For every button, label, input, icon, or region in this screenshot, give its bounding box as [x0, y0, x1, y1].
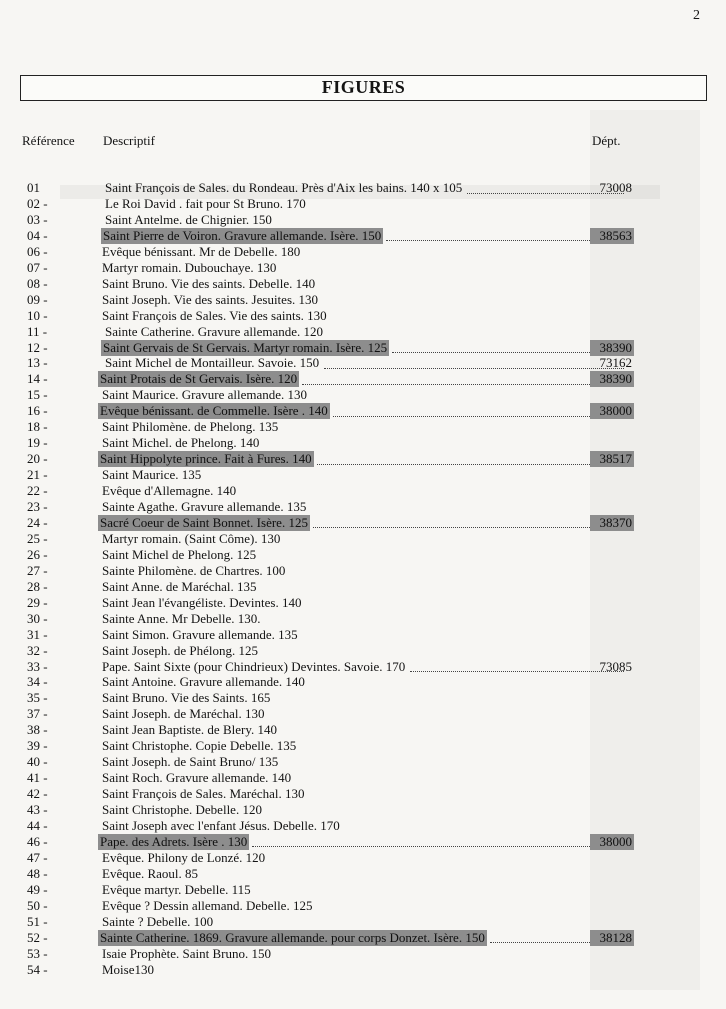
list-item — [0, 292, 726, 308]
department-code: 38128 — [590, 930, 634, 946]
figure-reference: 38 - — [27, 722, 48, 738]
list-item — [0, 212, 726, 228]
list-item — [0, 930, 726, 946]
figure-description: Saint Simon. Gravure allemande. 135 — [102, 626, 298, 642]
list-item — [0, 228, 726, 244]
description-cell — [100, 754, 626, 770]
figure-reference: 07 - — [27, 259, 48, 275]
list-item — [0, 674, 726, 690]
description-cell — [100, 611, 626, 627]
description-cell — [100, 260, 626, 276]
figure-description: Saint Joseph. Vie des saints. Jesuites. 130 — [102, 291, 318, 307]
figure-description: Saint Christophe. Copie Debelle. 135 — [102, 738, 297, 754]
description-cell — [103, 212, 626, 228]
dot-leader — [317, 454, 624, 465]
figure-reference: 52 - — [27, 929, 48, 945]
description-cell — [100, 770, 626, 786]
figure-reference: 19 - — [27, 435, 48, 451]
department-code: 38000 — [590, 834, 634, 850]
figure-reference: 11 - — [27, 323, 48, 339]
list-item — [0, 754, 726, 770]
description-cell — [98, 451, 626, 467]
title-box — [20, 75, 707, 101]
list-item — [0, 244, 726, 260]
description-cell — [100, 882, 626, 898]
figure-description: Saint Philomène. de Phelong. 135 — [102, 419, 279, 435]
list-item — [0, 690, 726, 706]
description-cell — [100, 659, 626, 675]
list-item — [0, 850, 726, 866]
list-item — [0, 531, 726, 547]
figure-description: Saint Joseph. de Phélong. 125 — [102, 642, 258, 658]
figure-description: Saint Hippolyte prince. Fait à Fures. 140 — [100, 451, 312, 467]
list-item — [0, 786, 726, 802]
list-item — [0, 706, 726, 722]
description-cell — [100, 850, 626, 866]
figure-reference: 48 - — [27, 865, 48, 881]
department-code: 38000 — [590, 403, 634, 419]
description-cell — [100, 244, 626, 260]
figure-description: Evêque ? Dessin allemand. Debelle. 125 — [102, 897, 313, 913]
figure-description: Pape. des Adrets. Isère . 130 — [100, 833, 248, 849]
description-cell — [98, 930, 626, 946]
figure-description: Isaie Prophète. Saint Bruno. 150 — [102, 945, 271, 961]
list-item — [0, 818, 726, 834]
description-cell — [100, 483, 626, 499]
figure-description: Saint Pierre de Voiron. Gravure allemande. Isère. 150 — [103, 227, 382, 243]
list-item — [0, 802, 726, 818]
figure-reference: 53 - — [27, 945, 48, 961]
description-cell — [100, 738, 626, 754]
figure-description: Saint Michel de Montailleur. Savoie. 150 — [105, 355, 320, 371]
description-cell — [100, 595, 626, 611]
department-code: 73085 — [599, 658, 632, 674]
figure-description: Martyr romain. (Saint Côme). 130 — [102, 530, 281, 546]
dot-leader — [252, 836, 624, 847]
description-cell — [100, 962, 626, 978]
description-cell — [100, 946, 626, 962]
figure-reference: 25 - — [27, 530, 48, 546]
figure-description: Saint Michel. de Phelong. 140 — [102, 435, 260, 451]
list-item — [0, 659, 726, 675]
list-item — [0, 834, 726, 850]
dot-leader — [386, 230, 624, 241]
dot-leader — [333, 406, 624, 417]
figure-reference: 03 - — [27, 211, 48, 227]
list-item — [0, 196, 726, 212]
list-item — [0, 419, 726, 435]
description-cell — [100, 563, 626, 579]
description-cell — [103, 180, 626, 196]
description-cell — [100, 276, 626, 292]
figure-reference: 50 - — [27, 897, 48, 913]
dot-leader — [313, 517, 624, 528]
figure-reference: 22 - — [27, 483, 48, 499]
description-cell — [103, 196, 626, 212]
department-code: 73008 — [599, 180, 632, 195]
list-item — [0, 770, 726, 786]
description-cell — [100, 690, 626, 706]
list-item — [0, 547, 726, 563]
figure-reference: 02 - — [27, 195, 48, 211]
figure-description: Le Roi David . fait pour St Bruno. 170 — [105, 195, 306, 211]
figure-reference: 30 - — [27, 610, 48, 626]
list-item — [0, 962, 726, 978]
list-item — [0, 260, 726, 276]
figure-reference: 06 - — [27, 243, 48, 259]
figure-reference: 21 - — [27, 467, 48, 483]
figure-reference: 09 - — [27, 291, 48, 307]
figure-reference: 54 - — [27, 961, 48, 977]
header-description: Descriptif — [103, 133, 155, 148]
department-code: 38370 — [590, 515, 634, 531]
figure-description: Evêque d'Allemagne. 140 — [102, 483, 237, 499]
figure-description: Sainte Agathe. Gravure allemande. 135 — [102, 499, 307, 514]
figure-description: Pape. Saint Sixte (pour Chindrieux) Devintes. Savoie. 170 — [102, 658, 406, 674]
figure-description: Saint Bruno. Vie des Saints. 165 — [102, 690, 271, 706]
figure-reference: 12 - — [27, 339, 48, 355]
figure-description: Saint Maurice. 135 — [102, 467, 202, 483]
description-cell — [100, 898, 626, 914]
figure-reference: 26 - — [27, 546, 48, 562]
figure-reference: 27 - — [27, 562, 48, 578]
list-item — [0, 738, 726, 754]
figure-description: Sainte Catherine. Gravure allemande. 120 — [105, 323, 324, 339]
figure-description: Sainte ? Debelle. 100 — [102, 913, 214, 929]
description-cell — [98, 834, 626, 850]
figure-reference: 42 - — [27, 786, 48, 802]
figure-description: Evêque. Raoul. 85 — [102, 865, 199, 881]
department-code: 38517 — [590, 451, 634, 467]
figure-reference: 28 - — [27, 578, 48, 594]
figure-reference: 18 - — [27, 419, 48, 435]
description-cell — [103, 324, 626, 340]
figure-description: Saint Antoine. Gravure allemande. 140 — [102, 674, 305, 690]
description-cell — [100, 435, 626, 451]
description-cell — [100, 914, 626, 930]
description-cell — [100, 722, 626, 738]
department-code: 38563 — [590, 228, 634, 244]
figure-reference: 47 - — [27, 849, 48, 865]
figure-reference: 08 - — [27, 275, 48, 291]
description-cell — [100, 531, 626, 547]
list-item — [0, 276, 726, 292]
list-item — [0, 340, 726, 356]
description-cell — [100, 786, 626, 802]
description-cell — [100, 419, 626, 435]
figure-reference: 24 - — [27, 514, 48, 530]
figure-reference: 40 - — [27, 754, 48, 770]
page-number: 2 — [693, 8, 700, 23]
department-code: 73162 — [599, 355, 632, 371]
figure-reference: 13 - — [27, 355, 48, 371]
department-code: 38390 — [590, 371, 634, 387]
list-item — [0, 451, 726, 467]
figure-description: Sacré Coeur de Saint Bonnet. Isère. 125 — [100, 514, 308, 530]
list-item — [0, 515, 726, 531]
figure-reference: 33 - — [27, 658, 48, 674]
page-title: FIGURES — [321, 77, 406, 97]
figure-reference: 39 - — [27, 738, 48, 754]
description-cell — [101, 340, 626, 356]
description-cell — [100, 643, 626, 659]
figure-reference: 31 - — [27, 626, 48, 642]
list-item — [0, 595, 726, 611]
department-code: 38390 — [590, 340, 634, 356]
description-cell — [100, 547, 626, 563]
figure-description: Evêque. Philony de Lonzé. 120 — [102, 849, 266, 865]
figure-reference: 15 - — [27, 387, 48, 403]
figure-reference: 10 - — [27, 307, 48, 323]
figure-reference: 51 - — [27, 913, 48, 929]
figure-description: Saint Joseph. de Maréchal. 130 — [102, 706, 265, 722]
list-item — [0, 467, 726, 483]
figure-description: Saint Jean l'évangéliste. Devintes. 140 — [102, 594, 302, 610]
list-item — [0, 914, 726, 930]
list-item — [0, 355, 726, 371]
list-item — [0, 866, 726, 882]
figure-reference: 37 - — [27, 706, 48, 722]
list-item — [0, 563, 726, 579]
description-cell — [100, 467, 626, 483]
figure-description: Saint Christophe. Debelle. 120 — [102, 802, 262, 818]
description-cell — [98, 515, 626, 531]
list-item — [0, 882, 726, 898]
description-cell — [98, 371, 626, 387]
list-item — [0, 579, 726, 595]
figure-reference: 44 - — [27, 818, 48, 833]
figure-description: Saint François de Sales. du Rondeau. Près d'Aix les bains. 140 x 105 — [105, 180, 463, 195]
figure-description: Saint François de Sales. Maréchal. 130 — [102, 786, 305, 802]
list-item — [0, 643, 726, 659]
figure-description: Saint Michel de Phelong. 125 — [102, 546, 257, 562]
figure-reference: 43 - — [27, 802, 48, 818]
list-item — [0, 403, 726, 419]
list-item — [0, 180, 726, 196]
figure-description: Saint Maurice. Gravure allemande. 130 — [102, 387, 308, 403]
figure-description: Saint Gervais de St Gervais. Martyr romain. Isère. 125 — [103, 339, 388, 355]
description-cell — [100, 627, 626, 643]
figure-reference: 04 - — [27, 227, 48, 243]
dot-leader — [302, 374, 624, 385]
figure-description: Saint Jean Baptiste. de Blery. 140 — [102, 722, 277, 738]
figure-reference: 32 - — [27, 642, 48, 658]
figure-reference: 41 - — [27, 770, 48, 786]
description-cell — [100, 499, 626, 515]
description-cell — [100, 387, 626, 403]
list-item — [0, 324, 726, 340]
list-item — [0, 611, 726, 627]
figure-description: Saint Roch. Gravure allemande. 140 — [102, 770, 292, 786]
description-cell — [100, 802, 626, 818]
list-item — [0, 308, 726, 324]
list-item — [0, 387, 726, 403]
list-item — [0, 627, 726, 643]
figure-reference: 23 - — [27, 499, 48, 514]
description-cell — [100, 706, 626, 722]
figure-reference: 34 - — [27, 674, 48, 690]
list-item — [0, 371, 726, 387]
dot-leader — [324, 358, 624, 369]
description-cell — [103, 355, 626, 371]
figure-reference: 29 - — [27, 594, 48, 610]
figure-reference: 46 - — [27, 833, 48, 849]
figure-reference: 49 - — [27, 881, 48, 897]
description-cell — [100, 818, 626, 834]
figure-description: Moise130 — [102, 961, 154, 977]
figure-description: Evêque bénissant. Mr de Debelle. 180 — [102, 243, 301, 259]
figure-description: Saint Joseph avec l'enfant Jésus. Debelle. 170 — [102, 818, 340, 833]
header-dept: Dépt. — [592, 133, 621, 148]
figure-description: Saint François de Sales. Vie des saints. 130 — [102, 307, 327, 323]
figure-reference: 35 - — [27, 690, 48, 706]
list-item — [0, 499, 726, 515]
figure-description: Evêque martyr. Debelle. 115 — [102, 881, 251, 897]
list-item — [0, 483, 726, 499]
figure-description: Sainte Catherine. 1869. Gravure allemande. pour corps Donzet. Isère. 150 — [100, 929, 485, 945]
description-cell — [100, 866, 626, 882]
figure-description: Sainte Philomène. de Chartres. 100 — [102, 562, 286, 578]
description-cell — [100, 579, 626, 595]
figure-description: Martyr romain. Dubouchaye. 130 — [102, 259, 277, 275]
description-cell — [100, 308, 626, 324]
list-item — [0, 898, 726, 914]
figure-reference: 20 - — [27, 451, 48, 467]
description-cell — [101, 228, 626, 244]
figure-description: Saint Protais de St Gervais. Isère. 120 — [100, 371, 298, 387]
figure-description: Evêque bénissant. de Commelle. Isère . 140 — [100, 403, 328, 419]
figure-reference: 16 - — [27, 403, 48, 419]
figure-description: Saint Antelme. de Chignier. 150 — [105, 211, 272, 227]
list-item — [0, 946, 726, 962]
figure-description: Sainte Anne. Mr Debelle. 130. — [102, 610, 261, 626]
list-item — [0, 722, 726, 738]
description-cell — [100, 292, 626, 308]
description-cell — [100, 674, 626, 690]
list-item — [0, 435, 726, 451]
figure-reference: 01 — [27, 180, 40, 195]
figure-reference: 14 - — [27, 371, 48, 387]
figure-description: Saint Joseph. de Saint Bruno/ 135 — [102, 754, 279, 770]
figure-description: Saint Bruno. Vie des saints. Debelle. 140 — [102, 275, 316, 291]
figure-description: Saint Anne. de Maréchal. 135 — [102, 578, 257, 594]
header-reference: Référence — [22, 133, 75, 148]
description-cell — [98, 403, 626, 419]
